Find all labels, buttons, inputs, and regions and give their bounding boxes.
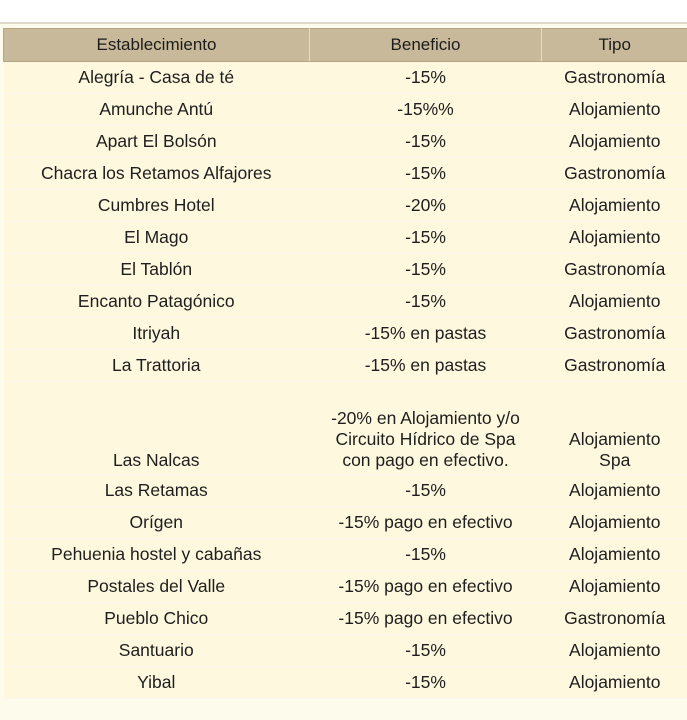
top-divider xyxy=(0,22,687,24)
establishment-cell: El Mago xyxy=(4,222,310,254)
table-row xyxy=(4,254,687,286)
establishment-cell: Yibal xyxy=(4,667,310,699)
table-row xyxy=(4,318,687,350)
table-row xyxy=(4,62,687,94)
benefits-table xyxy=(3,28,687,699)
benefit-line: Circuito Hídrico de Spa xyxy=(335,429,516,449)
table-row xyxy=(4,94,687,126)
benefit-cell: -15% xyxy=(310,158,542,190)
type-line: Spa xyxy=(599,450,631,470)
type-cell: Alojamiento xyxy=(542,667,687,699)
establishment-cell: Chacra los Retamos Alfajores xyxy=(4,158,310,190)
establishment-cell: El Tablón xyxy=(4,254,310,286)
header-benefit: Beneficio xyxy=(310,29,542,62)
table-row xyxy=(4,571,687,603)
establishment-cell: Apart El Bolsón xyxy=(4,126,310,158)
table-row xyxy=(4,350,687,382)
benefit-cell: -15% xyxy=(310,286,542,318)
establishment-cell: Alegría - Casa de té xyxy=(4,62,310,94)
establishment-cell: Postales del Valle xyxy=(4,571,310,603)
establishment-cell: Pehuenia hostel y cabañas xyxy=(4,539,310,571)
type-cell: Alojamiento xyxy=(542,571,687,603)
benefit-cell: -15% pago en efectivo xyxy=(310,507,542,539)
benefit-cell: -15% pago en efectivo xyxy=(310,603,542,635)
benefit-cell: -15% xyxy=(310,254,542,286)
establishment-cell: Santuario xyxy=(4,635,310,667)
benefit-cell: -20% xyxy=(310,190,542,222)
benefit-line: -20% en Alojamiento y/o xyxy=(331,408,520,428)
establishment-cell: Orígen xyxy=(4,507,310,539)
benefit-cell: -15% xyxy=(310,667,542,699)
benefit-cell: -15% xyxy=(310,539,542,571)
benefit-cell: -15% xyxy=(310,222,542,254)
type-cell: Gastronomía xyxy=(542,62,687,94)
benefit-cell: -15% en pastas xyxy=(310,350,542,382)
table-body xyxy=(4,62,687,699)
benefit-cell: -15% xyxy=(310,62,542,94)
table-row xyxy=(4,382,687,475)
type-cell: Alojamiento xyxy=(542,507,687,539)
table-row xyxy=(4,190,687,222)
table-row xyxy=(4,667,687,699)
header-type: Tipo xyxy=(542,29,687,62)
establishment-cell: Pueblo Chico xyxy=(4,603,310,635)
benefit-cell: -15% pago en efectivo xyxy=(310,571,542,603)
type-cell: Alojamiento xyxy=(542,222,687,254)
establishment-cell: La Trattoria xyxy=(4,350,310,382)
table-row xyxy=(4,222,687,254)
benefit-cell: -15% xyxy=(310,475,542,507)
type-cell: Gastronomía xyxy=(542,350,687,382)
benefit-cell: -15% en pastas xyxy=(310,318,542,350)
type-cell: Alojamiento xyxy=(542,635,687,667)
table-row xyxy=(4,475,687,507)
benefit-cell: -15% xyxy=(310,126,542,158)
table-row xyxy=(4,603,687,635)
table-row xyxy=(4,286,687,318)
table-row xyxy=(4,158,687,190)
header-establishment: Establecimiento xyxy=(4,29,310,62)
establishment-cell: Cumbres Hotel xyxy=(4,190,310,222)
type-cell: Gastronomía xyxy=(542,318,687,350)
establishment-cell: Encanto Patagónico xyxy=(4,286,310,318)
establishment-cell: Amunche Antú xyxy=(4,94,310,126)
type-cell xyxy=(542,382,687,475)
type-cell: Alojamiento xyxy=(542,94,687,126)
table-header xyxy=(4,29,687,62)
benefit-line: con pago en efectivo. xyxy=(342,450,509,470)
type-cell: Gastronomía xyxy=(542,603,687,635)
type-cell: Gastronomía xyxy=(542,254,687,286)
benefit-cell xyxy=(310,382,542,475)
type-cell: Alojamiento xyxy=(542,286,687,318)
table-row xyxy=(4,126,687,158)
type-cell: Alojamiento xyxy=(542,539,687,571)
type-cell: Alojamiento xyxy=(542,190,687,222)
establishment-cell: Las Retamas xyxy=(4,475,310,507)
table-row xyxy=(4,507,687,539)
type-cell: Gastronomía xyxy=(542,158,687,190)
establishment-cell: Itriyah xyxy=(4,318,310,350)
type-line: Alojamiento xyxy=(569,429,661,449)
type-cell: Alojamiento xyxy=(542,126,687,158)
establishment-cell: Las Nalcas xyxy=(4,382,310,475)
type-cell: Alojamiento xyxy=(542,475,687,507)
table-row xyxy=(4,539,687,571)
benefit-cell: -15%% xyxy=(310,94,542,126)
benefit-cell: -15% xyxy=(310,635,542,667)
header-row xyxy=(4,29,687,62)
top-strip xyxy=(0,0,687,22)
table-row xyxy=(4,635,687,667)
